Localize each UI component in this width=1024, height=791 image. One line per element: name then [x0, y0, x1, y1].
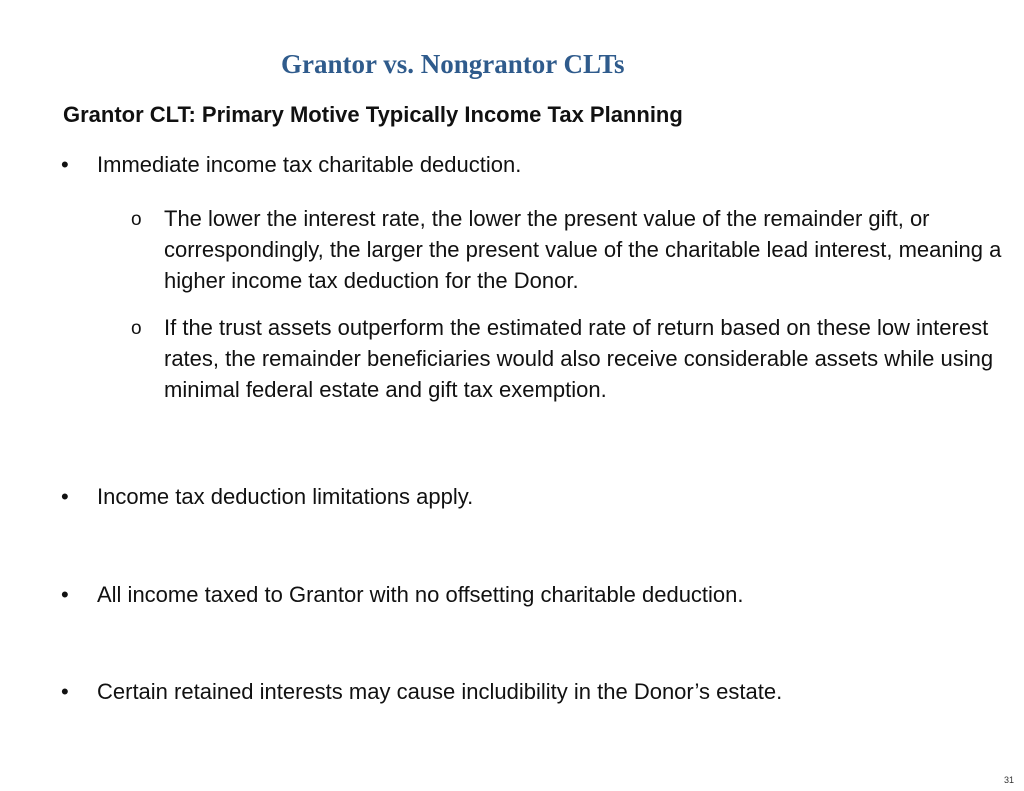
bullet-marker: • — [61, 484, 69, 509]
bullet-text: All income taxed to Grantor with no offsetting charitable deduction. — [97, 582, 744, 607]
sub-bullet-marker: o — [131, 209, 142, 230]
bullet-text: Immediate income tax charitable deduction. — [97, 152, 522, 177]
sub-bullet-marker: o — [131, 318, 142, 339]
sub-bullet-text: The lower the interest rate, the lower the present value of the remainder gift, or correspondingly, the larger the present value of the charitable lead interest, meaning a higher income tax deduction for the Donor. — [164, 206, 1002, 293]
page-number: 31 — [1003, 775, 1014, 785]
sub-bullet-item — [131, 312, 1011, 405]
sub-bullet-text: If the trust assets outperform the estimated rate of return based on these low interest rates, the remainder beneficiaries would also receive considerable assets while using minimal federal estate and gift tax exemption. — [164, 315, 994, 402]
bullet-marker: • — [61, 582, 69, 607]
slide-title: Grantor vs. Nongrantor CLTs — [281, 49, 625, 79]
sub-bullet-item — [131, 203, 1011, 296]
bullet-text: Income tax deduction limitations apply. — [97, 484, 474, 509]
bullet-text: Certain retained interests may cause includibility in the Donor’s estate. — [97, 679, 783, 704]
section-heading: Grantor CLT: Primary Motive Typically Income Tax Planning — [63, 102, 683, 127]
bullet-marker: • — [61, 152, 69, 177]
bullet-marker: • — [61, 679, 69, 704]
